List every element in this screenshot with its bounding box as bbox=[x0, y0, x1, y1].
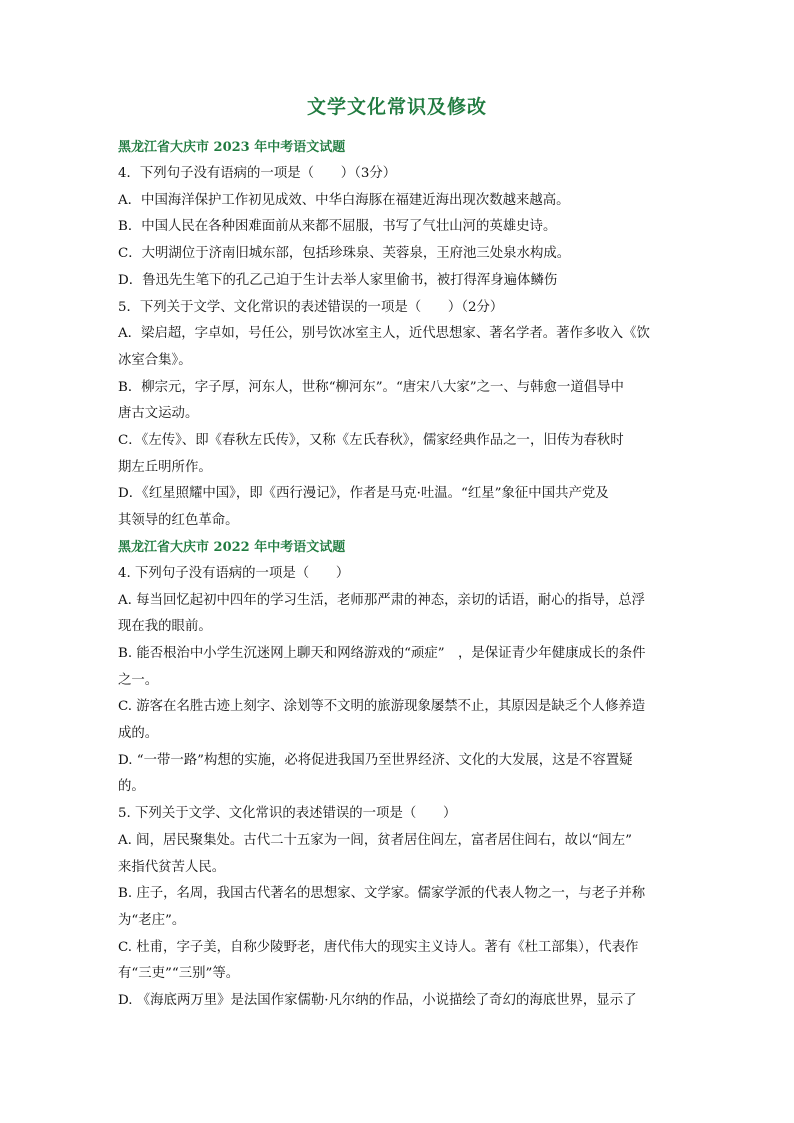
section-heading: 黑龙江省大庆市 2023 年中考语文试题 bbox=[118, 140, 346, 155]
section-heading: 黑龙江省大庆市 2022 年中考语文试题 bbox=[118, 539, 346, 555]
option-b-cont: 为“老庄”。 bbox=[118, 912, 186, 928]
option-c: C. 游客在名胜古迹上刻字、涂划等不文明的旅游现象屡禁不止，其原因是缺乏个人修养造 bbox=[118, 699, 646, 715]
option-c: C．大明湖位于济南旧城东部，包括珍珠泉、芙蓉泉，王府池三处泉水构成。 bbox=[118, 246, 571, 262]
option-a: A. 闾，居民聚集处。古代二十五家为一闾，贫者居住闾左，富者居住闾右，故以“闾左” bbox=[118, 832, 632, 848]
section-2022 bbox=[118, 535, 676, 1015]
option-b-cont: 之一。 bbox=[118, 672, 159, 688]
option-d: D. “一带一路”构想的实施，必将促进我国乃至世界经济、文化的大发展，这是不容置疑 bbox=[118, 752, 633, 768]
option-c: C. 杜甫，字子美，自称少陵野老，唐代伟大的现实主义诗人。著有《杜工部集），代表作 bbox=[118, 939, 639, 955]
option-b-cont: 唐古文运动。 bbox=[118, 406, 199, 422]
option-c-cont: 成的。 bbox=[118, 726, 159, 742]
option-c-cont: 期左丘明所作。 bbox=[118, 459, 212, 475]
question-4-stem: 4．下列句子没有语病的一项是（ ）（3分） bbox=[118, 166, 397, 181]
option-b: B．柳宗元，字子厚，河东人，世称“柳河东”。“唐宋八大家”之一、与韩愈一道倡导中 bbox=[118, 379, 624, 395]
option-d: D．《红星照耀中国》，即《西行漫记》，作者是马克·吐温。“红星”象征中国共产党及 bbox=[118, 486, 609, 502]
option-b: B. 庄子，名周，我国古代著名的思想家、文学家。儒家学派的代表人物之一，与老子并称 bbox=[118, 886, 646, 902]
option-a-cont: 来指代贫苦人民。 bbox=[118, 859, 226, 875]
option-a: A．梁启超，字卓如，号任公，别号饮冰室主人，近代思想家、著名学者。著作多收入《饮 bbox=[118, 326, 650, 342]
option-b: B. 能否根治中小学生沉迷网上聊天和网络游戏的“顽症” ，是保证青少年健康成长的条件 bbox=[118, 645, 646, 661]
question-4-stem: 4. 下列句子没有语病的一项是（ ） bbox=[118, 565, 350, 581]
option-b: B．中国人民在各种困难面前从来都不屈服，书写了气壮山河的英雄史诗。 bbox=[118, 219, 557, 235]
question-5-stem: 5. 下列关于文学、文化常识的表述错误的一项是（ ） bbox=[118, 806, 457, 822]
page-title: 文学文化常识及修改 bbox=[306, 96, 487, 118]
option-a-cont: 冰室合集》。 bbox=[118, 352, 192, 368]
option-c: C．《左传》、即《春秋左氏传》，又称《左氏春秋》，儒家经典作品之一，旧传为春秋时 bbox=[118, 433, 624, 449]
option-d: D．鲁迅先生笔下的孔乙己迫于生计去举人家里偷书，被打得浑身遍体鳞伤 bbox=[118, 272, 558, 288]
option-d-cont: 的。 bbox=[118, 779, 145, 795]
option-d: D. 《海底两万里》是法国作家儒勒·凡尔纳的作品，小说描绘了奇幻的海底世界，显示了 bbox=[118, 993, 637, 1009]
option-c-cont: 有“三吏”“三别”等。 bbox=[118, 966, 240, 982]
option-a: A．中国海洋保护工作初见成效、中华白海豚在福建近海出现次数越来越高。 bbox=[118, 192, 570, 208]
section-2023 bbox=[118, 135, 676, 535]
question-5-stem: 5．下列关于文学、文化常识的表述错误的一项是（ ）（2分） bbox=[118, 299, 504, 315]
option-a-cont: 现在我的眼前。 bbox=[118, 619, 212, 635]
option-d-cont: 其领导的红色革命。 bbox=[118, 513, 239, 529]
option-a: A. 每当回忆起初中四年的学习生活，老师那严肃的神态，亲切的话语，耐心的指导，总浮 bbox=[118, 592, 646, 608]
